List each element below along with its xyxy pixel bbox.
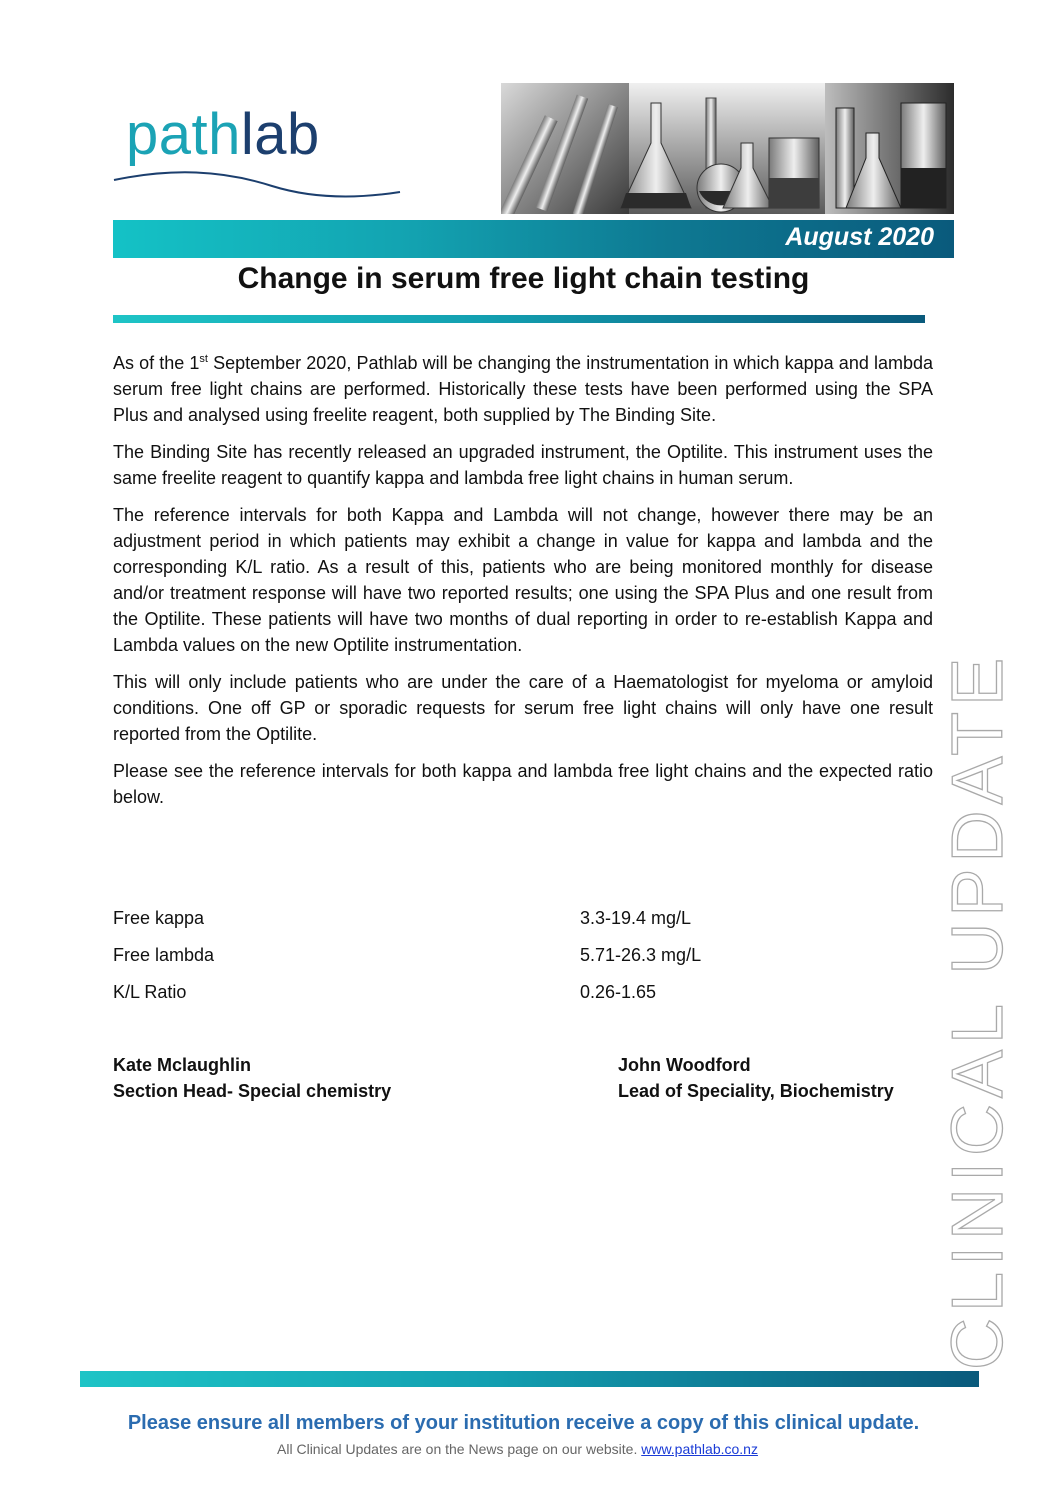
paragraph-4: This will only include patients who are under the care of a Haematologist for myeloma or amyloid conditions. One off GP or sporadic requests for serum free light chains will only have one result reported from the Optilite.: [113, 672, 933, 744]
clinical-update-side-banner: CLINICAL UPDATE: [938, 651, 1018, 1370]
glassware-illustration: [501, 83, 954, 214]
signatory-name: Kate Mclaughlin: [113, 1055, 252, 1075]
paragraph-3: The reference intervals for both Kappa and Lambda will not change, however there may be an adjustment period in which patients may exhibit a change in value for kappa and lambda and the corresponding K/L ratio. As a result of this, patients who are being monitored monthly for disease and/or treatment response will have two reported results; one using the SPA Plus and one result from the Optilite. These patients will have two months of dual reporting in order to re-establish Kappa and Lambda values on the new Optilite instrumentation.: [113, 505, 933, 655]
footer-website-note: All Clinical Updates are on the News page on our website. www.pathlab.co.nz: [277, 1441, 758, 1457]
pathlab-logo: [112, 100, 402, 210]
ref-value: 3.3-19.4 mg/L: [580, 908, 692, 928]
reference-intervals-table: [113, 908, 813, 1019]
paragraph-5: Please see the reference intervals for both kappa and lambda free light chains and the expected ratio below.: [113, 761, 933, 807]
signatory-role: Lead of Speciality, Biochemistry: [618, 1081, 894, 1101]
paragraph-1: As of the 1st September 2020, Pathlab will be changing the instrumentation in which kappa and lambda serum free light chains are performed. Historically these tests have been performed using the SPA Plus and analysed using freelite reagent, both supplied by The Binding Site.: [113, 353, 933, 425]
logo-wordmark: pathlab: [126, 102, 320, 167]
signatory-role: Section Head- Special chemistry: [113, 1081, 392, 1101]
website-link[interactable]: www.pathlab.co.nz: [641, 1441, 758, 1457]
table-row: [113, 908, 813, 945]
signatory-right: [618, 1052, 894, 1104]
lab-glassware-image: [501, 83, 954, 214]
ref-value: 5.71-26.3 mg/L: [580, 945, 702, 965]
logo-wave-icon: [112, 168, 402, 208]
article-body: [113, 350, 933, 821]
signatory-name: John Woodford: [618, 1055, 751, 1075]
table-row: [113, 982, 813, 1019]
ref-label: K/L Ratio: [113, 982, 187, 1002]
issue-date: August 2020: [785, 223, 934, 251]
ref-label: Free kappa: [113, 908, 205, 928]
footer-notice: Please ensure all members of your institution receive a copy of this clinical update.: [127, 1412, 920, 1434]
ref-value: 0.26-1.65: [580, 982, 657, 1002]
table-row: [113, 945, 813, 982]
title-divider: [113, 315, 925, 323]
footer-divider: [80, 1371, 979, 1387]
date-banner: [113, 220, 954, 258]
signatory-left: [113, 1052, 391, 1104]
paragraph-2: The Binding Site has recently released an upgraded instrument, the Optilite. This instrument uses the same freelite reagent to quantify kappa and lambda free light chains in human serum.: [113, 442, 933, 488]
ref-label: Free lambda: [113, 945, 215, 965]
page-title: Change in serum free light chain testing: [237, 262, 810, 295]
